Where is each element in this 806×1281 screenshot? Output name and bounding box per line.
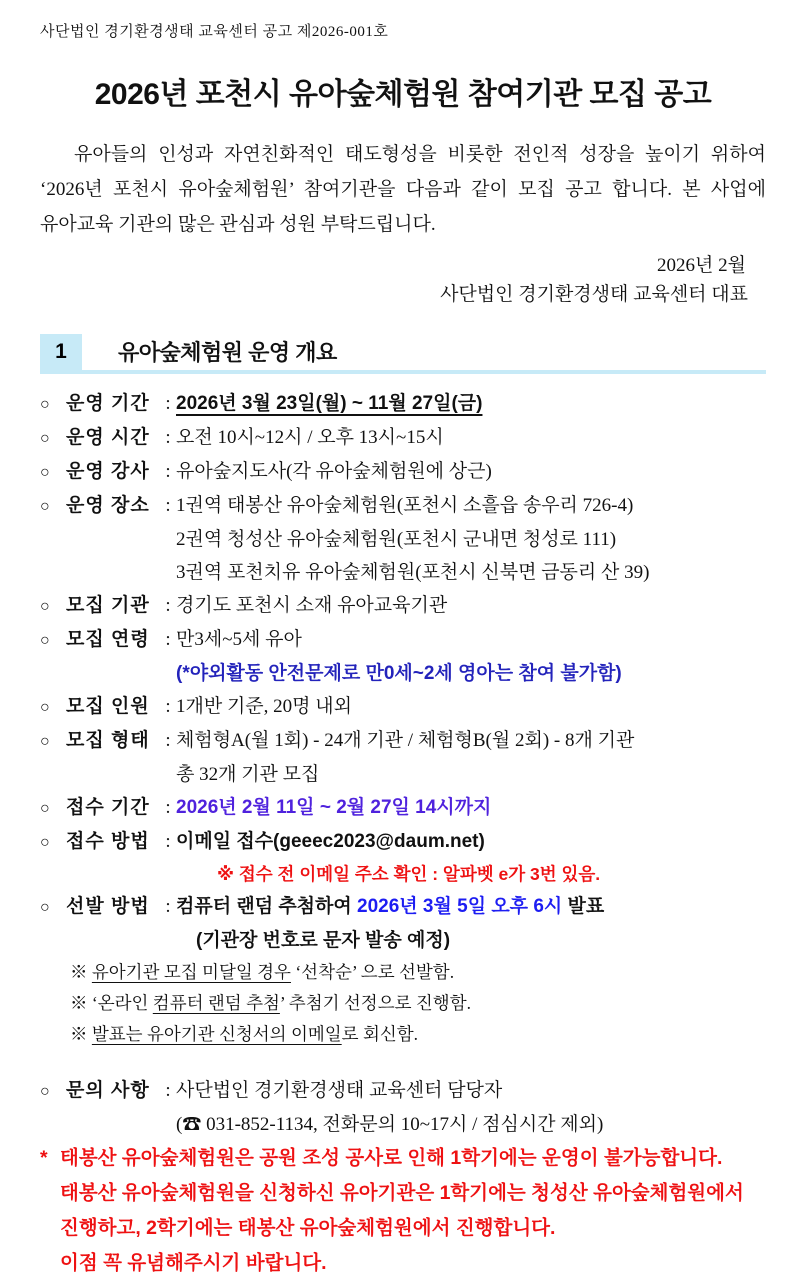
item-value — [60, 1211, 766, 1246]
text-segment: (☎ 031-852-1134, 전화문의 10~17시 / 점심시간 제외) — [176, 1114, 604, 1135]
text-segment: 컴퓨터 랜덤 추첨 — [152, 993, 280, 1013]
note-line — [70, 957, 766, 988]
text-segment: 2026년 3월 23일(월) ~ 11월 27일(금) — [176, 393, 483, 414]
bullet-circle: ○ — [40, 396, 50, 413]
text-segment: 이메일 접수(geeec2023@daum.net) — [176, 831, 485, 852]
section-header — [40, 334, 766, 374]
item-label: 문의 사항 — [66, 1080, 150, 1101]
list-item — [40, 623, 766, 657]
note-line — [70, 1019, 766, 1050]
text-segment: 2권역 청성산 유아숲체험원(포천시 군내면 청성로 111) — [176, 529, 617, 550]
item-colon: : — [165, 495, 171, 516]
item-value — [70, 957, 766, 988]
list-item — [40, 791, 766, 825]
bullet-circle: ○ — [40, 598, 50, 615]
bullet-circle: ○ — [40, 632, 50, 649]
item-label: 운영 장소 — [66, 495, 150, 516]
item-value — [176, 489, 766, 522]
item-colon: : — [165, 461, 171, 482]
list-item — [40, 1074, 766, 1108]
item-value — [60, 1141, 766, 1176]
warning-line — [40, 1211, 766, 1246]
text-segment: 발표 — [562, 896, 605, 917]
text-segment: 3권역 포천치유 유아숲체험원(포천시 신북면 금동리 산 39) — [176, 562, 650, 583]
item-value — [196, 924, 766, 957]
text-segment: 사단법인 경기환경생태 교육센터 담당자 — [176, 1080, 503, 1101]
item-value — [176, 421, 766, 454]
list-item — [40, 690, 766, 724]
list-item — [40, 890, 766, 924]
item-colon: : — [165, 797, 171, 818]
item-value — [176, 758, 766, 791]
item-label: 모집 형태 — [66, 730, 150, 751]
item-label: 운영 기간 — [66, 393, 150, 414]
bullet-circle: ○ — [40, 834, 50, 851]
item-value — [70, 988, 766, 1019]
item-colon: : — [165, 730, 171, 751]
list-item — [40, 724, 766, 758]
text-segment: 컴퓨터 랜덤 추첨하여 — [176, 896, 358, 917]
section-number-badge: 1 — [40, 334, 82, 370]
warning-note — [40, 859, 766, 890]
announcement-date: 2026년 2월 — [657, 255, 746, 276]
note-line — [70, 988, 766, 1019]
text-segment: 체험형A(월 1회) - 24개 기관 / 체험형B(월 2회) - 8개 기관 — [176, 730, 635, 751]
overview-list — [40, 387, 766, 1281]
bullet-circle: ○ — [40, 430, 50, 447]
list-item — [40, 589, 766, 623]
item-label: 운영 강사 — [66, 461, 150, 482]
text-segment: 1권역 태봉산 유아숲체험원(포천시 소흘읍 송우리 726-4) — [176, 495, 634, 516]
item-value — [176, 455, 766, 488]
text-segment: 오전 10시~12시 / 오후 13시~15시 — [176, 427, 444, 448]
text-segment: 발표는 유아기관 신청서의 이메일 — [91, 1024, 342, 1044]
text-segment: 진행하고, 2학기에는 태봉산 유아숲체험원에서 진행합니다. — [60, 1217, 556, 1239]
list-item — [40, 455, 766, 489]
text-segment: (*야외활동 안전문제로 만0세~2세 영아는 참여 불가함) — [176, 663, 622, 684]
item-label: 접수 기간 — [66, 797, 150, 818]
bullet-circle: ○ — [40, 464, 50, 481]
item-value — [217, 859, 766, 890]
text-segment: 이점 꼭 유념해주시기 바랍니다. — [60, 1252, 327, 1274]
item-value — [176, 791, 766, 824]
item-colon: : — [165, 595, 171, 616]
item-colon: : — [165, 629, 171, 650]
list-item-continuation — [40, 924, 766, 957]
section-title: 유아숲체험원 운영 개요 — [118, 340, 337, 365]
item-value — [176, 890, 766, 923]
text-segment: 총 32개 기관 모집 — [176, 764, 320, 785]
item-label: 모집 기관 — [66, 595, 150, 616]
item-colon: : — [165, 393, 171, 414]
item-value — [176, 690, 766, 723]
item-value — [176, 1108, 766, 1141]
text-segment: 유아숲지도사(각 유아숲체험원에 상근) — [176, 461, 492, 482]
list-item-continuation — [40, 758, 766, 791]
item-value — [176, 657, 766, 690]
text-segment: 로 회신함. — [341, 1024, 419, 1044]
item-value — [176, 523, 766, 556]
list-item — [40, 387, 766, 421]
item-label: 접수 방법 — [66, 831, 150, 852]
list-item-continuation — [40, 1108, 766, 1141]
item-colon: : — [165, 696, 171, 717]
text-segment: 태봉산 유아숲체험원을 신청하신 유아기관은 1학기에는 청성산 유아숲체험원에서 — [60, 1182, 744, 1204]
item-colon: : — [165, 831, 171, 852]
text-segment: ※ ‘온라인 — [70, 993, 153, 1013]
item-colon: : — [165, 1080, 171, 1101]
list-item-continuation — [40, 523, 766, 556]
spacer — [40, 1050, 766, 1074]
text-segment: ※ — [70, 1024, 92, 1044]
item-value — [176, 387, 766, 420]
item-label: 운영 시간 — [66, 427, 150, 448]
item-colon: : — [165, 896, 171, 917]
list-item-continuation — [40, 657, 766, 690]
asterisk-mark: * — [40, 1147, 48, 1169]
list-item — [40, 421, 766, 455]
warning-line — [40, 1176, 766, 1211]
item-value — [60, 1246, 766, 1281]
warning-line — [40, 1141, 766, 1176]
bullet-circle: ○ — [40, 899, 50, 916]
text-segment: 경기도 포천시 소재 유아교육기관 — [176, 595, 448, 616]
bullet-circle: ○ — [40, 733, 50, 750]
item-label: 선발 방법 — [66, 896, 150, 917]
item-value — [176, 1074, 766, 1107]
page-title: 2026년 포천시 유아숲체험원 참여기관 모집 공고 — [94, 78, 712, 111]
item-label: 모집 인원 — [66, 696, 150, 717]
item-value — [176, 623, 766, 656]
item-value — [60, 1176, 766, 1211]
bullet-circle: ○ — [40, 1083, 50, 1100]
text-segment: 유아기관 모집 미달일 경우 — [91, 962, 291, 982]
text-segment: 태봉산 유아숲체험원은 공원 조성 공사로 인해 1학기에는 운영이 불가능합니다. — [60, 1147, 723, 1169]
text-segment: ※ 접수 전 이메일 주소 확인 : 알파벳 e가 3번 있음. — [217, 864, 601, 884]
item-value — [176, 724, 766, 757]
text-segment: ‘선착순’ 으로 선발함. — [290, 962, 455, 982]
text-segment: 2026년 2월 11일 ~ 2월 27일 14시까지 — [176, 797, 492, 818]
bullet-circle: ○ — [40, 498, 50, 515]
item-value — [176, 556, 766, 589]
text-segment: (기관장 번호로 문자 발송 예정) — [196, 930, 451, 951]
notice-number: 사단법인 경기환경생태 교육센터 공고 제2026-001호 — [40, 24, 389, 40]
text-segment: 1개반 기준, 20명 내외 — [176, 696, 352, 717]
list-item — [40, 825, 766, 859]
item-colon: : — [165, 427, 171, 448]
item-value — [176, 589, 766, 622]
item-value — [70, 1019, 766, 1050]
signature-line: 사단법인 경기환경생태 교육센터 대표 — [440, 284, 748, 305]
text-segment: 만3세~5세 유아 — [176, 629, 302, 650]
bullet-circle: ○ — [40, 699, 50, 716]
text-segment: ※ — [70, 962, 92, 982]
list-item — [40, 489, 766, 523]
text-segment: ’ 추첨기 선정으로 진행함. — [279, 993, 471, 1013]
item-label: 모집 연령 — [66, 629, 150, 650]
text-segment: 2026년 3월 5일 오후 6시 — [357, 896, 563, 917]
intro-paragraph: 유아들의 인성과 자연친화적인 태도형성을 비롯한 전인적 성장을 높이기 위하여 ‘2026년 포천시 유아숲체험원’ 참여기관을 다음과 같이 모집 공고 합니다. 본 사업에 유아교육 기관의 많은 관심과 성원 부탁드립니다. — [40, 144, 766, 235]
item-value — [176, 825, 766, 858]
warning-line — [40, 1246, 766, 1281]
list-item-continuation — [40, 556, 766, 589]
bullet-circle: ○ — [40, 800, 50, 817]
